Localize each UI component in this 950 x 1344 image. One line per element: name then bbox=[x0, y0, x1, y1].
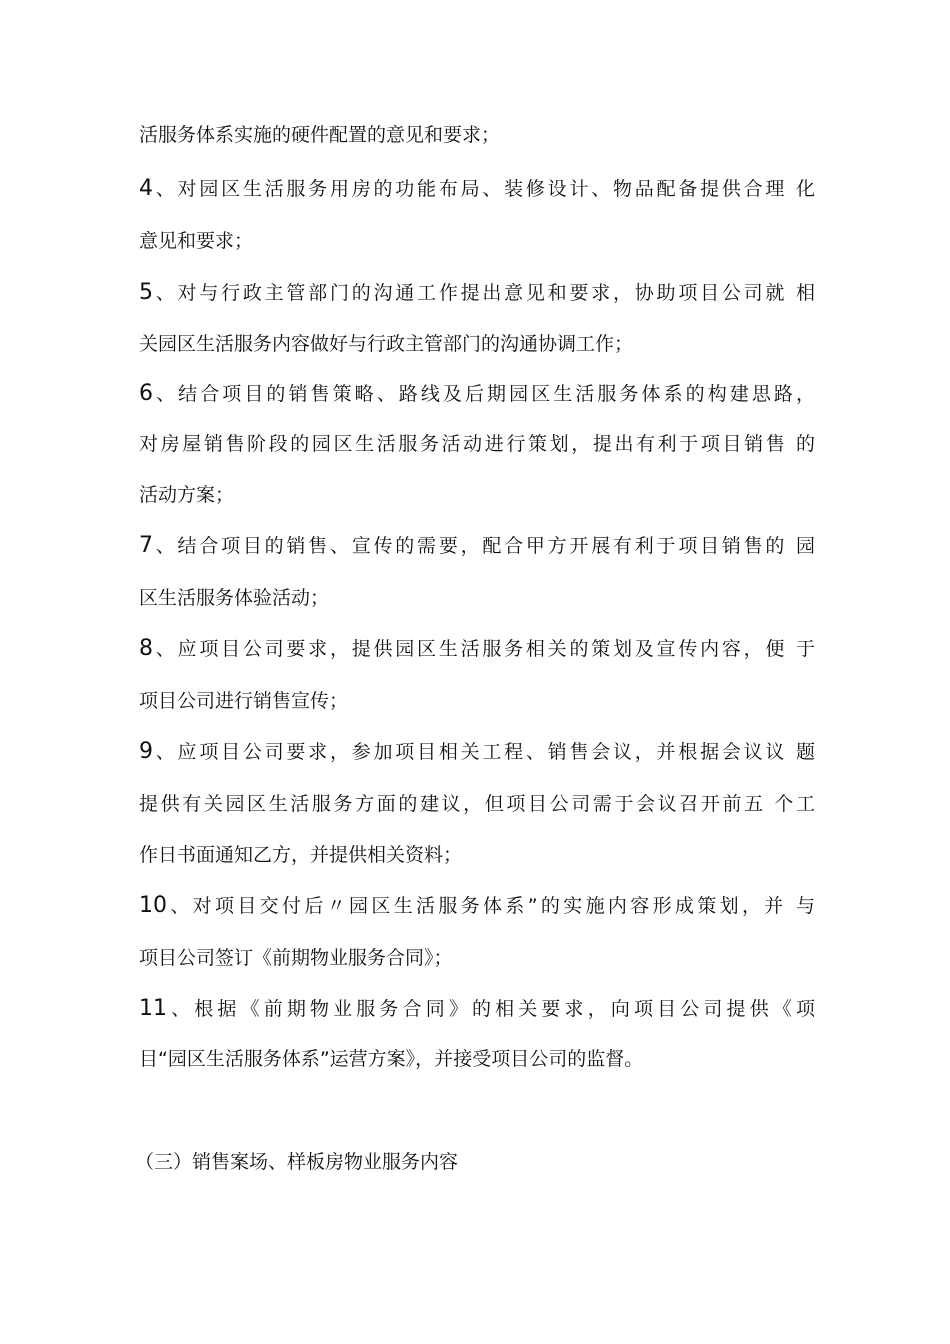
item-number: 8 bbox=[139, 636, 153, 661]
text-line bbox=[139, 176, 815, 202]
line-text: 、应项目公司要求，参加项目相关工程、销售会议，并根据会议议 题 bbox=[153, 741, 815, 763]
text-line bbox=[139, 122, 815, 148]
text-line bbox=[139, 280, 815, 306]
item-number: 5 bbox=[139, 280, 153, 305]
line-text: 、对项目交付后〃园区生活服务体系”的实施内容形成策划，并 与 bbox=[167, 895, 815, 917]
line-text: 、结合项目的销售策略、路线及后期园区生活服务体系的构建思路， bbox=[153, 383, 815, 405]
text-line bbox=[139, 228, 815, 254]
item-number: 6 bbox=[139, 381, 153, 406]
line-text: 、对与行政主管部门的沟通工作提出意见和要求，协助项目公司就 相 bbox=[153, 282, 815, 304]
item-number: 9 bbox=[139, 739, 153, 764]
text-line bbox=[139, 1046, 815, 1072]
text-line bbox=[139, 381, 815, 407]
line-text: 、结合项目的销售、宣传的需要，配合甲方开展有利于项目销售的 园 bbox=[153, 535, 815, 557]
line-text: 对房屋销售阶段的园区生活服务活动进行策划，提出有利于项目销售 的 bbox=[139, 433, 815, 455]
line-text: 区生活服务体验活动； bbox=[139, 587, 330, 609]
text-line bbox=[139, 331, 815, 357]
text-line bbox=[139, 636, 815, 662]
line-text: 提供有关园区生活服务方面的建议，但项目公司需于会议召开前五 个工 bbox=[139, 793, 815, 815]
text-line bbox=[139, 482, 815, 508]
section-heading: （三）销售案场、样板房物业服务内容 bbox=[135, 1151, 459, 1173]
line-text: 、应项目公司要求，提供园区生活服务相关的策划及宣传内容，便 于 bbox=[153, 638, 815, 660]
text-line bbox=[139, 585, 815, 611]
text-line bbox=[139, 431, 815, 457]
item-number: 11 bbox=[139, 996, 167, 1021]
text-line bbox=[139, 996, 815, 1022]
line-text: 项目公司进行销售宣传； bbox=[139, 690, 349, 712]
text-line bbox=[139, 842, 815, 868]
line-text: 项目公司签订《前期物业服务合同》； bbox=[139, 947, 453, 969]
line-text: 、根据《前期物业服务合同》的相关要求，向项目公司提供《项 bbox=[167, 998, 815, 1020]
text-line bbox=[139, 533, 815, 559]
line-text: 关园区生活服务内容做好与行政主管部门的沟通协调工作； bbox=[139, 333, 634, 355]
line-text: 活服务体系实施的硬件配置的意见和要求； bbox=[139, 124, 501, 146]
item-number: 7 bbox=[139, 533, 153, 558]
text-line bbox=[139, 791, 815, 817]
text-line bbox=[139, 945, 815, 971]
item-number: 10 bbox=[139, 893, 167, 918]
line-text: 、对园区生活服务用房的功能布局、装修设计、物品配备提供合理 化 bbox=[153, 178, 815, 200]
line-text: 作日书面通知乙方，并提供相关资料； bbox=[139, 844, 463, 866]
text-line bbox=[139, 739, 815, 765]
line-text: 目“园区生活服务体系”运营方案》，并接受项目公司的监督。 bbox=[139, 1048, 644, 1070]
item-number: 4 bbox=[139, 176, 153, 201]
line-text: 活动方案； bbox=[139, 484, 235, 506]
text-line bbox=[139, 893, 815, 919]
text-line bbox=[139, 688, 815, 714]
line-text: 意见和要求； bbox=[139, 230, 254, 252]
